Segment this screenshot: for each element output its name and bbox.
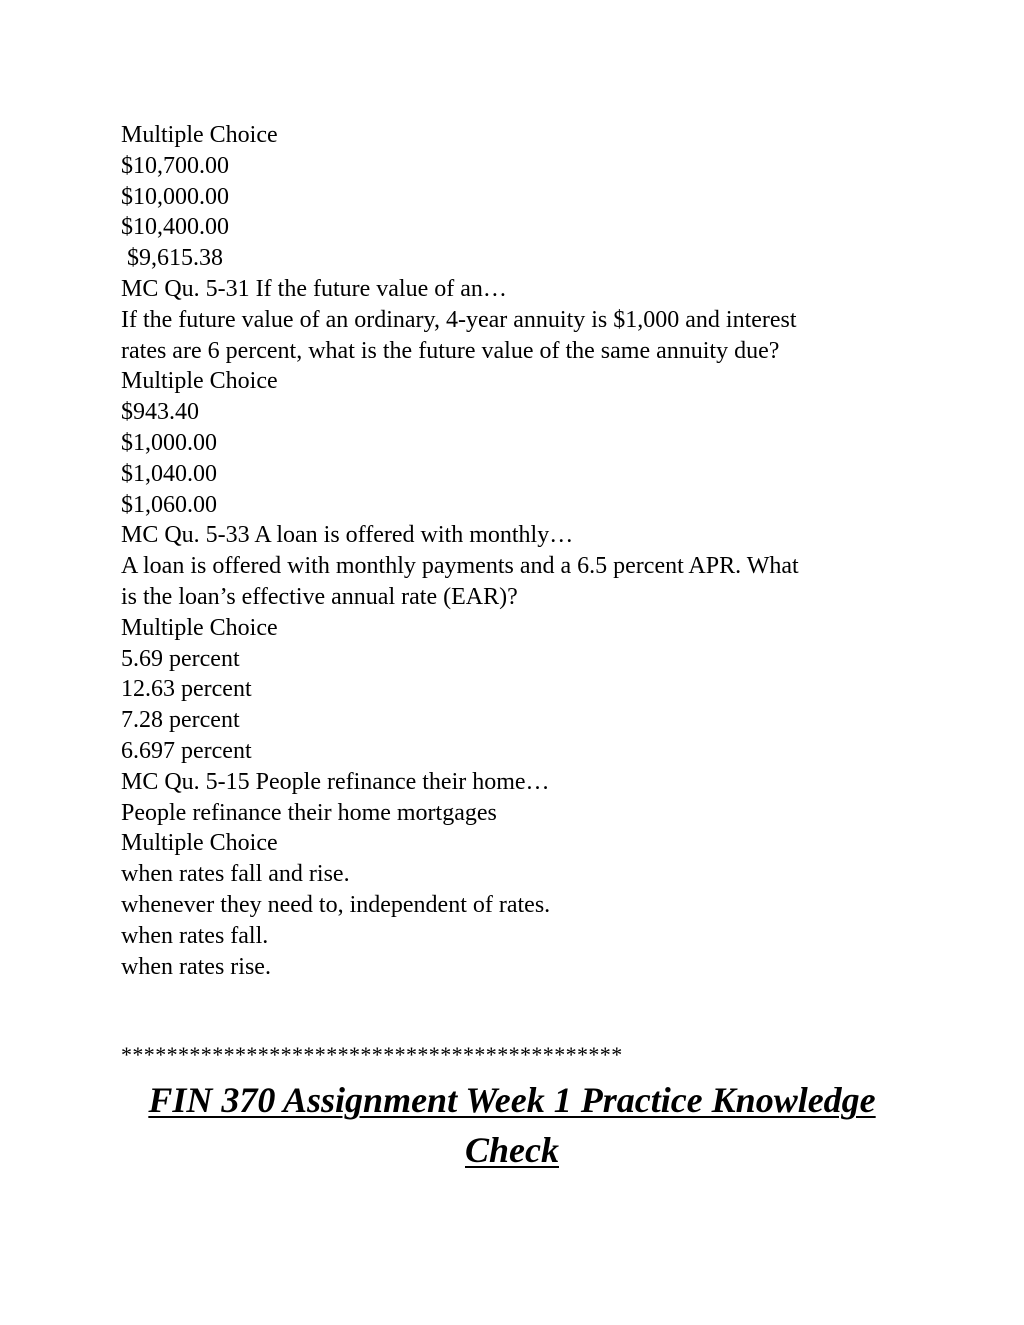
section-heading: FIN 370 Assignment Week 1 Practice Knowledge Check (148, 1080, 876, 1170)
choice-header: Multiple Choice (121, 830, 278, 857)
answer-option: 12.63 percent (121, 676, 252, 703)
answer-option: $10,000.00 (121, 183, 229, 210)
question-title: MC Qu. 5-15 People refinance their home… (121, 768, 550, 795)
answer-option: whenever they need to, independent of rates. (121, 891, 551, 918)
answer-option: $1,060.00 (121, 491, 217, 518)
question-title: MC Qu. 5-33 A loan is offered with monthly… (121, 522, 574, 549)
question-text: A loan is offered with monthly payments and a 6.5 percent APR. What (121, 553, 799, 580)
answer-option: 7.28 percent (121, 707, 240, 734)
answer-option: $943.40 (121, 399, 199, 426)
answer-option: $1,000.00 (121, 429, 217, 456)
question-text: People refinance their home mortgages (121, 799, 497, 826)
asterisk-separator: ******************************************** (121, 1042, 623, 1067)
answer-option: $10,400.00 (121, 214, 229, 241)
answer-option: when rates fall. (121, 922, 269, 949)
choice-header: Multiple Choice (121, 122, 278, 148)
answer-option: $1,040.00 (121, 460, 217, 487)
question-text: is the loan’s effective annual rate (EAR)? (121, 583, 518, 610)
question-text-block (121, 120, 901, 982)
answer-option: 6.697 percent (121, 737, 252, 764)
answer-option: when rates rise. (121, 953, 271, 980)
answer-option: $10,700.00 (121, 152, 229, 179)
answer-option: $9,615.38 (121, 245, 223, 272)
question-title: MC Qu. 5-31 If the future value of an… (121, 275, 507, 302)
answer-option: 5.69 percent (121, 645, 240, 672)
question-text: If the future value of an ordinary, 4-year annuity is $1,000 and interest (121, 306, 797, 333)
choice-header: Multiple Choice (121, 614, 278, 641)
answer-option: when rates fall and rise. (121, 861, 350, 888)
question-text: rates are 6 percent, what is the future value of the same annuity due? (121, 337, 780, 364)
choice-header: Multiple Choice (121, 368, 278, 395)
